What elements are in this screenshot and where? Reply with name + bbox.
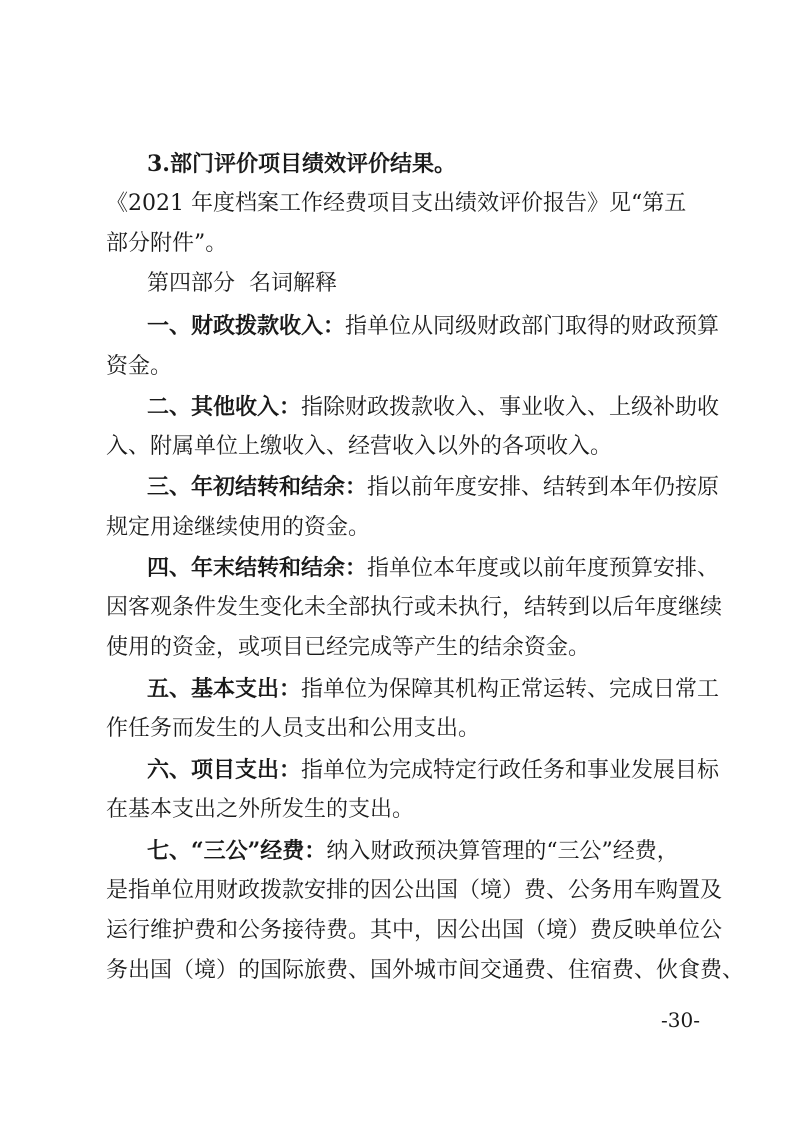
- page-number: -30-: [661, 1008, 700, 1032]
- term-1-definition: 指单位从同级财政部门取得的财政预算: [345, 314, 720, 339]
- section-3-heading: 3.部门评价项目绩效评价结果。: [147, 151, 456, 177]
- term-7-definition: 是指单位用财政拨款安排的因公出国（境）费、公务用车购置及: [106, 878, 723, 903]
- part-4-heading: 第四部分 名词解释: [147, 271, 337, 296]
- term-7-definition: 纳入财政预决算管理的“三公”经费，: [326, 839, 679, 864]
- term-1-line-2: [0, 347, 793, 387]
- term-1-definition: 资金。: [106, 354, 173, 379]
- term-5-line-1: [0, 669, 793, 709]
- part-4-heading-line: [0, 264, 793, 304]
- section-3-body-text: 部分附件”。: [106, 231, 228, 256]
- term-2-definition: 入、附属单位上缴收入、经营收入以外的各项收入。: [106, 434, 613, 459]
- term-5-label: 五、基本支出：: [147, 676, 302, 702]
- term-2-label: 二、其他收入：: [147, 394, 302, 420]
- term-2-definition: 指除财政拨款收入、事业收入、上级补助收: [301, 395, 720, 420]
- term-1-line-1: [0, 306, 793, 346]
- term-5-definition: 指单位为保障其机构正常运转、完成日常工: [301, 677, 720, 702]
- term-4-line-3: [0, 628, 793, 668]
- term-2-line-2: [0, 427, 793, 467]
- section-3-body-text: 《2021 年度档案工作经费项目支出绩效评价报告》见“第五: [106, 191, 687, 216]
- term-3-label: 三、年初结转和结余：: [147, 474, 368, 500]
- term-3-definition: 指以前年度安排、结转到本年仍按原: [367, 475, 720, 500]
- term-7-line-1: [0, 831, 793, 871]
- term-6-definition: 指单位为完成特定行政任务和事业发展目标: [301, 758, 720, 783]
- term-2-line-1: [0, 387, 793, 427]
- term-3-line-2: [0, 508, 793, 548]
- section-3-heading-line: [0, 144, 793, 184]
- term-3-definition: 规定用途继续使用的资金。: [106, 515, 371, 540]
- term-5-definition: 作任务而发生的人员支出和公用支出。: [106, 716, 481, 741]
- term-4-label: 四、年末结转和结余：: [147, 555, 368, 581]
- term-6-line-2: [0, 790, 793, 830]
- term-7-line-2: [0, 871, 793, 911]
- term-4-definition: 指单位本年度或以前年度预算安排、: [367, 556, 720, 581]
- term-7-label: 七、“三公”经费：: [147, 838, 327, 864]
- term-4-line-1: [0, 548, 793, 588]
- term-7-definition: 务出国（境）的国际旅费、国外城市间交通费、住宿费、伙食费、: [106, 958, 745, 983]
- term-6-label: 六、项目支出：: [147, 757, 302, 783]
- term-1-label: 一、财政拨款收入：: [147, 313, 346, 339]
- term-7-line-4: [0, 951, 793, 991]
- term-7-line-3: [0, 911, 793, 951]
- term-3-line-1: [0, 467, 793, 507]
- section-3-body-line-1: [0, 184, 793, 224]
- term-6-definition: 在基本支出之外所发生的支出。: [106, 797, 415, 822]
- term-4-line-2: [0, 588, 793, 628]
- term-7-definition: 运行维护费和公务接待费。其中，因公出国（境）费反映单位公: [106, 918, 723, 943]
- term-6-line-1: [0, 750, 793, 790]
- term-4-definition: 使用的资金，或项目已经完成等产生的结余资金。: [106, 635, 591, 660]
- term-4-definition: 因客观条件发生变化未全部执行或未执行，结转到以后年度继续: [106, 595, 723, 620]
- term-5-line-2: [0, 709, 793, 749]
- section-3-body-line-2: [0, 224, 793, 264]
